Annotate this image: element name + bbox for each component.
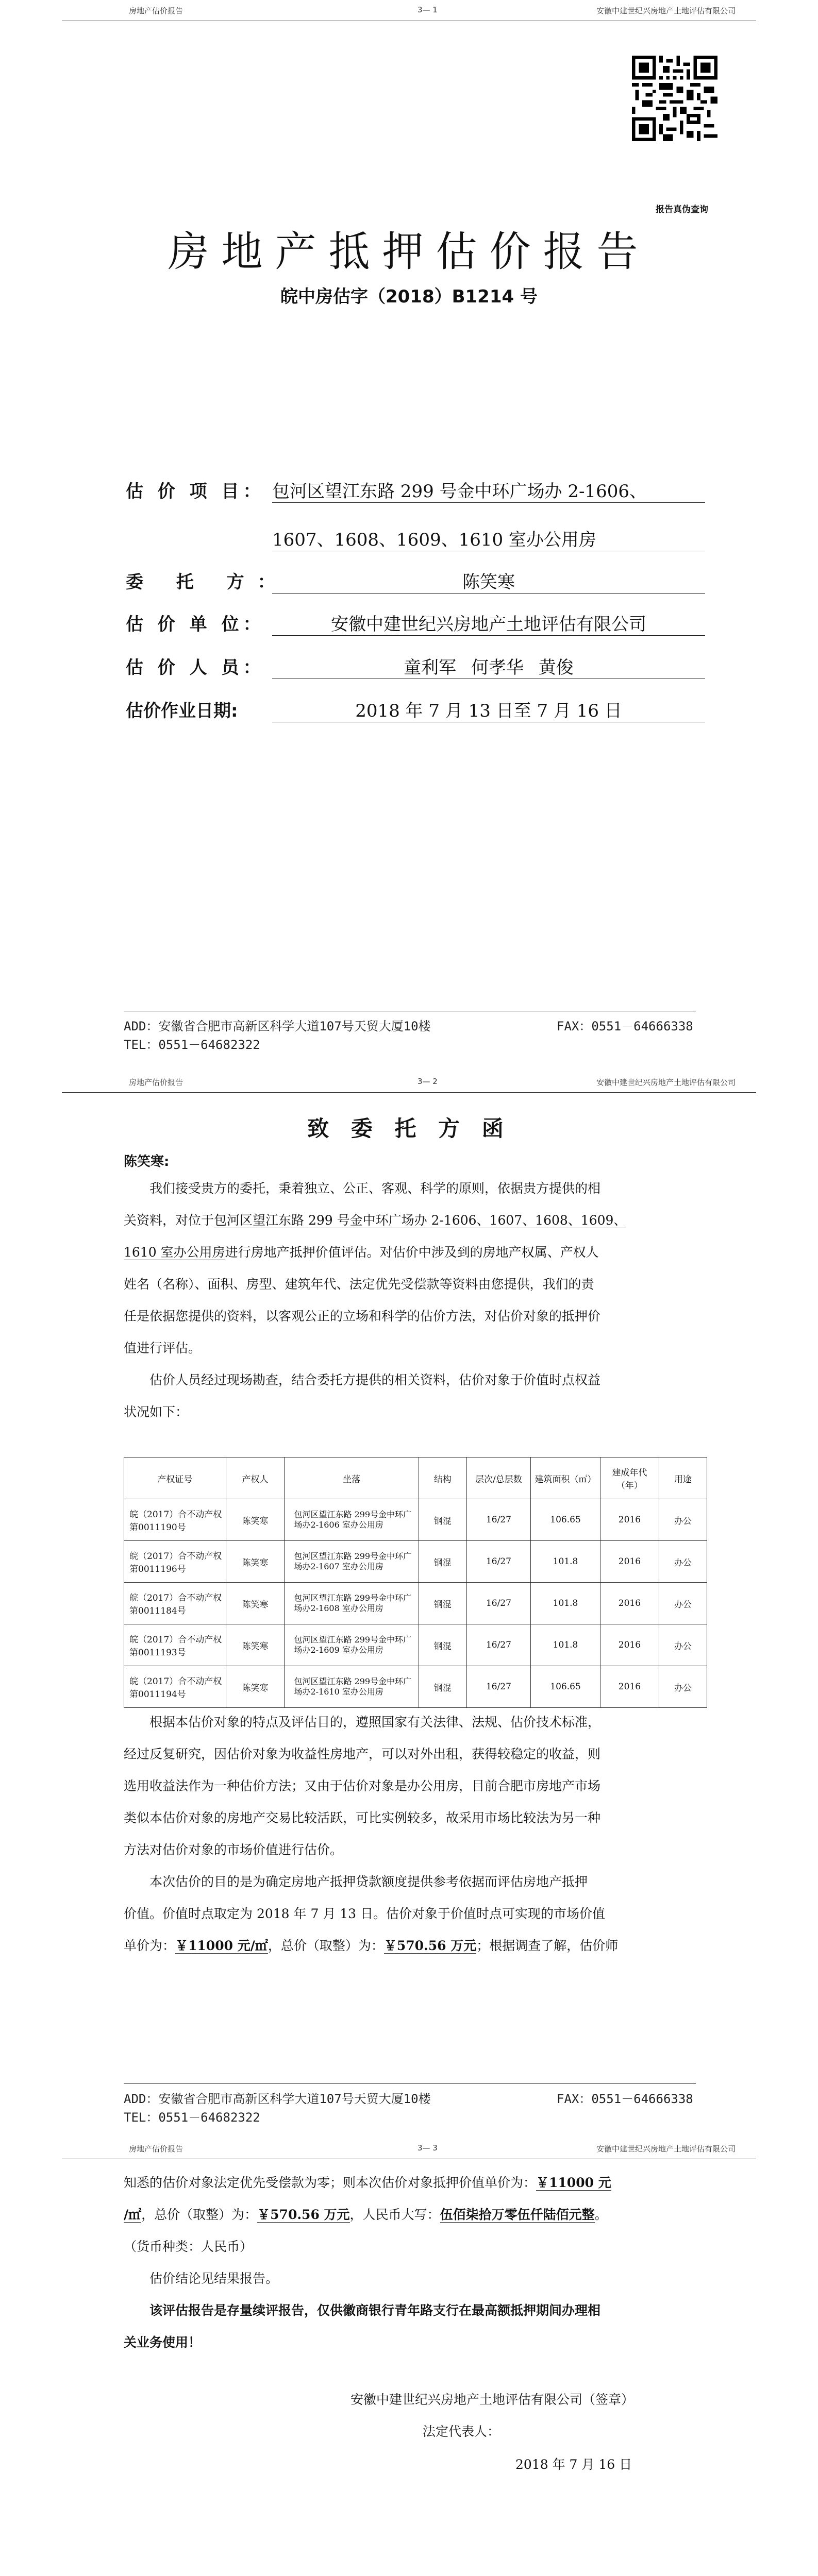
text-line: 方法对估价对象的市场价值进行估价。 xyxy=(124,1842,343,1857)
cell-location: 包河区望江东路 299号金中环广场办2-1609 室办公用房 xyxy=(285,1624,419,1666)
report-number: 皖中房估字（2018）B1214 号 xyxy=(280,286,538,307)
text-span: ，总价（取整）为： xyxy=(268,1938,384,1953)
footer-tel: TEL：0551－64682322 xyxy=(124,1038,260,1052)
text-line xyxy=(124,1236,709,1268)
cell-location: 包河区望江东路 299号金中环广场办2-1606 室办公用房 xyxy=(285,1499,419,1541)
cell-year: 2016 xyxy=(600,1541,659,1583)
text-line: 状况如下： xyxy=(124,1404,189,1419)
text-span: 进行房地产抵押价值评估。对估价中涉及到的房地产权属、产权人 xyxy=(225,1245,599,1260)
text-line: 关业务使用！ xyxy=(124,2335,202,2350)
footer-address: ADD：安徽省合肥市高新区科学大道107号天贸大厦10楼 xyxy=(124,1019,431,1033)
cell-location: 包河区望江东路 299号金中环广场办2-1607 室办公用房 xyxy=(285,1541,419,1583)
header-page-number: 3— 2 xyxy=(418,1077,438,1086)
page-header xyxy=(62,1072,756,1093)
text-line: 该评估报告是存量续评报告，仅供徽商银行青年路支行在最高额抵押期间办理相 xyxy=(149,2303,601,2318)
text-line xyxy=(124,2199,709,2231)
unit-price-cont: /㎡ xyxy=(124,2207,142,2222)
cell-year: 2016 xyxy=(600,1624,659,1666)
text-line: 价值。价值时点取定为 2018 年 7 月 13 日。估价对象于价值时点可实现的市场价值 xyxy=(124,1906,606,1921)
text-span: 单价为： xyxy=(124,1938,176,1953)
qr-caption: 报告真伪查询 xyxy=(656,205,708,215)
cell-structure: 钢混 xyxy=(419,1583,466,1624)
agency-value: 安徽中建世纪兴房地产土地评估有限公司 xyxy=(272,610,705,636)
cell-structure: 钢混 xyxy=(419,1499,466,1541)
footer-fax: FAX：0551－64666338 xyxy=(557,1019,693,1033)
header-right: 安徽中建世纪兴房地产土地评估有限公司 xyxy=(596,6,736,15)
table-row xyxy=(124,1541,707,1583)
letter-title: 致 委 托 方 函 xyxy=(307,1116,511,1141)
cell-cert: 皖（2017）合不动产权第0011190号 xyxy=(124,1499,226,1541)
table-header-row xyxy=(124,1458,707,1499)
cell-owner: 陈笑寒 xyxy=(226,1666,285,1708)
property-address: 包河区望江东路 299 号金中环广场办 2-1606、1607、1608、1609、 xyxy=(214,1213,627,1228)
text-line xyxy=(124,1205,709,1236)
client-value: 陈笑寒 xyxy=(272,568,705,594)
cell-use: 办公 xyxy=(659,1541,707,1583)
cell-area: 101.8 xyxy=(531,1583,600,1624)
col-header: 坐落 xyxy=(285,1458,419,1499)
text-line: 估价人员经过现场勘查，结合委托方提供的相关资料，估价对象于价值时点权益 xyxy=(149,1372,601,1387)
total-price-words: 伍佰柒拾万零伍仟陆佰元整 xyxy=(440,2207,595,2222)
letter-paragraph-1 xyxy=(124,1173,709,1364)
staff-value: 童利军 何孝华 黄俊 xyxy=(272,653,705,679)
cell-owner: 陈笑寒 xyxy=(226,1583,285,1624)
header-right: 安徽中建世纪兴房地产土地评估有限公司 xyxy=(596,2144,736,2154)
text-line: 经过反复研究，因估价对象为收益性房地产，可以对外出租，获得较稳定的收益，则 xyxy=(124,1747,601,1761)
cell-area: 101.8 xyxy=(531,1541,600,1583)
conclusion-paragraph-1 xyxy=(124,2167,709,2359)
text-line xyxy=(124,2167,709,2199)
page-header xyxy=(62,0,756,21)
cell-use: 办公 xyxy=(659,1624,707,1666)
text-span: 知悉的估价对象法定优先受偿款为零；则本次估价对象抵押价值单价为： xyxy=(124,2175,537,2190)
signature-representative: 法定代表人： xyxy=(423,2424,500,2439)
cell-structure: 钢混 xyxy=(419,1666,466,1708)
cell-structure: 钢混 xyxy=(419,1541,466,1583)
cell-location: 包河区望江东路 299号金中环广场办2-1610 室办公用房 xyxy=(285,1666,419,1708)
header-left: 房地产估价报告 xyxy=(129,1078,183,1087)
text-span: ，人民币大写： xyxy=(349,2207,440,2222)
col-header: 建筑面积（㎡） xyxy=(531,1458,600,1499)
unit-price: ￥11000 元/㎡ xyxy=(175,1938,268,1953)
cell-floor: 16/27 xyxy=(466,1541,530,1583)
cell-use: 办公 xyxy=(659,1666,707,1708)
unit-price: ￥11000 元 xyxy=(536,2175,611,2190)
text-line: （货币种类：人民币） xyxy=(124,2239,253,2254)
page-header xyxy=(62,2138,756,2159)
cell-cert: 皖（2017）合不动产权第0011194号 xyxy=(124,1666,226,1708)
col-header: 用途 xyxy=(659,1458,707,1499)
project-value-line1: 包河区望江东路 299 号金中环广场办 2-1606、 xyxy=(272,477,705,503)
date-value: 2018 年 7 月 13 日至 7 月 16 日 xyxy=(272,697,705,722)
text-line: 任是依据您提供的资料，以客观公正的立场和科学的估价方法，对估价对象的抵押价 xyxy=(124,1309,601,1324)
text-line xyxy=(124,1930,709,1962)
cell-year: 2016 xyxy=(600,1583,659,1624)
cell-use: 办公 xyxy=(659,1499,707,1541)
header-page-number: 3— 1 xyxy=(418,5,438,14)
header-right: 安徽中建世纪兴房地产土地评估有限公司 xyxy=(596,1078,736,1087)
text-line: 我们接受贵方的委托，秉着独立、公正、客观、科学的原则，依据贵方提供的相 xyxy=(149,1181,601,1196)
col-header: 产权人 xyxy=(226,1458,285,1499)
text-line: 根据本估价对象的特点及评估目的，遵照国家有关法律、法规、估价技术标准， xyxy=(149,1715,601,1730)
text-line: 选用收益法作为一种估价方法；又由于估价对象是办公用房，目前合肥市房地产市场 xyxy=(124,1778,601,1793)
page-cover xyxy=(0,0,818,1072)
cell-floor: 16/27 xyxy=(466,1624,530,1666)
table-row xyxy=(124,1583,707,1624)
cell-area: 101.8 xyxy=(531,1624,600,1666)
cell-structure: 钢混 xyxy=(419,1624,466,1666)
property-table xyxy=(124,1457,707,1708)
text-line: 值进行评估。 xyxy=(124,1341,202,1355)
letter-paragraph-2 xyxy=(124,1364,709,1428)
letter-paragraph-3 xyxy=(124,1706,709,1866)
cell-year: 2016 xyxy=(600,1499,659,1541)
col-header: 结构 xyxy=(419,1458,466,1499)
cell-owner: 陈笑寒 xyxy=(226,1541,285,1583)
client-label: 委 托 方： xyxy=(126,572,289,592)
header-page-number: 3— 3 xyxy=(418,2143,438,2153)
text-span: ；根据调查了解，估价师 xyxy=(476,1938,619,1953)
cell-cert: 皖（2017）合不动产权第0011184号 xyxy=(124,1583,226,1624)
text-line: 估价结论见结果报告。 xyxy=(149,2271,279,2286)
project-label: 估 价 项 目： xyxy=(126,481,265,502)
text-span: ，总价（取整）为： xyxy=(141,2207,258,2222)
signature-date: 2018 年 7 月 16 日 xyxy=(515,2457,632,2472)
agency-label: 估 价 单 位： xyxy=(126,614,265,635)
footer-tel: TEL：0551－64682322 xyxy=(124,2110,260,2125)
cell-floor: 16/27 xyxy=(466,1583,530,1624)
cell-location: 包河区望江东路 299号金中环广场办2-1608 室办公用房 xyxy=(285,1583,419,1624)
col-header: 建成年代（年） xyxy=(600,1458,659,1499)
property-address-cont: 1610 室办公用房 xyxy=(124,1245,225,1260)
text-line: 类似本估价对象的房地产交易比较活跃，可比实例较多，故采用市场比较法为另一种 xyxy=(124,1810,601,1825)
cell-owner: 陈笑寒 xyxy=(226,1624,285,1666)
footer-address: ADD：安徽省合肥市高新区科学大道107号天贸大厦10楼 xyxy=(124,2092,431,2106)
table-row xyxy=(124,1624,707,1666)
col-header: 产权证号 xyxy=(124,1458,226,1499)
text-line: 姓名（名称）、面积、房型、建筑年代、法定优先受偿款等资料由您提供，我们的责 xyxy=(124,1277,594,1292)
text-span: 。 xyxy=(594,2207,608,2222)
total-price: ￥570.56 万元 xyxy=(383,1938,477,1953)
project-value-line2: 1607、1608、1609、1610 室办公用房 xyxy=(272,526,705,551)
cell-floor: 16/27 xyxy=(466,1666,530,1708)
staff-label: 估 价 人 员： xyxy=(126,657,265,678)
table-row xyxy=(124,1666,707,1708)
qr-code-icon[interactable] xyxy=(632,56,717,141)
cell-area: 106.65 xyxy=(531,1499,600,1541)
report-title: 房地产抵押估价报告 xyxy=(168,228,650,276)
footer-fax: FAX：0551－64666338 xyxy=(557,2092,693,2106)
col-header: 层次/总层数 xyxy=(466,1458,530,1499)
total-price: ￥570.56 万元 xyxy=(257,2207,350,2222)
header-left: 房地产估价报告 xyxy=(129,2144,183,2154)
cell-owner: 陈笑寒 xyxy=(226,1499,285,1541)
header-left: 房地产估价报告 xyxy=(129,6,183,15)
text-line: 本次估价的目的是为确定房地产抵押贷款额度提供参考依据而评估房地产抵押 xyxy=(149,1874,588,1889)
cell-year: 2016 xyxy=(600,1666,659,1708)
cell-use: 办公 xyxy=(659,1583,707,1624)
cell-cert: 皖（2017）合不动产权第0011193号 xyxy=(124,1624,226,1666)
cell-cert: 皖（2017）合不动产权第0011196号 xyxy=(124,1541,226,1583)
letter-paragraph-4 xyxy=(124,1866,709,1962)
signature-company: 安徽中建世纪兴房地产土地评估有限公司（签章） xyxy=(350,2392,635,2407)
cell-floor: 16/27 xyxy=(466,1499,530,1541)
text-span: 关资料，对位于 xyxy=(124,1213,214,1228)
cell-area: 106.65 xyxy=(531,1666,600,1708)
table-row xyxy=(124,1499,707,1541)
date-label: 估价作业日期: xyxy=(126,701,238,721)
letter-salutation: 陈笑寒: xyxy=(124,1154,170,1170)
